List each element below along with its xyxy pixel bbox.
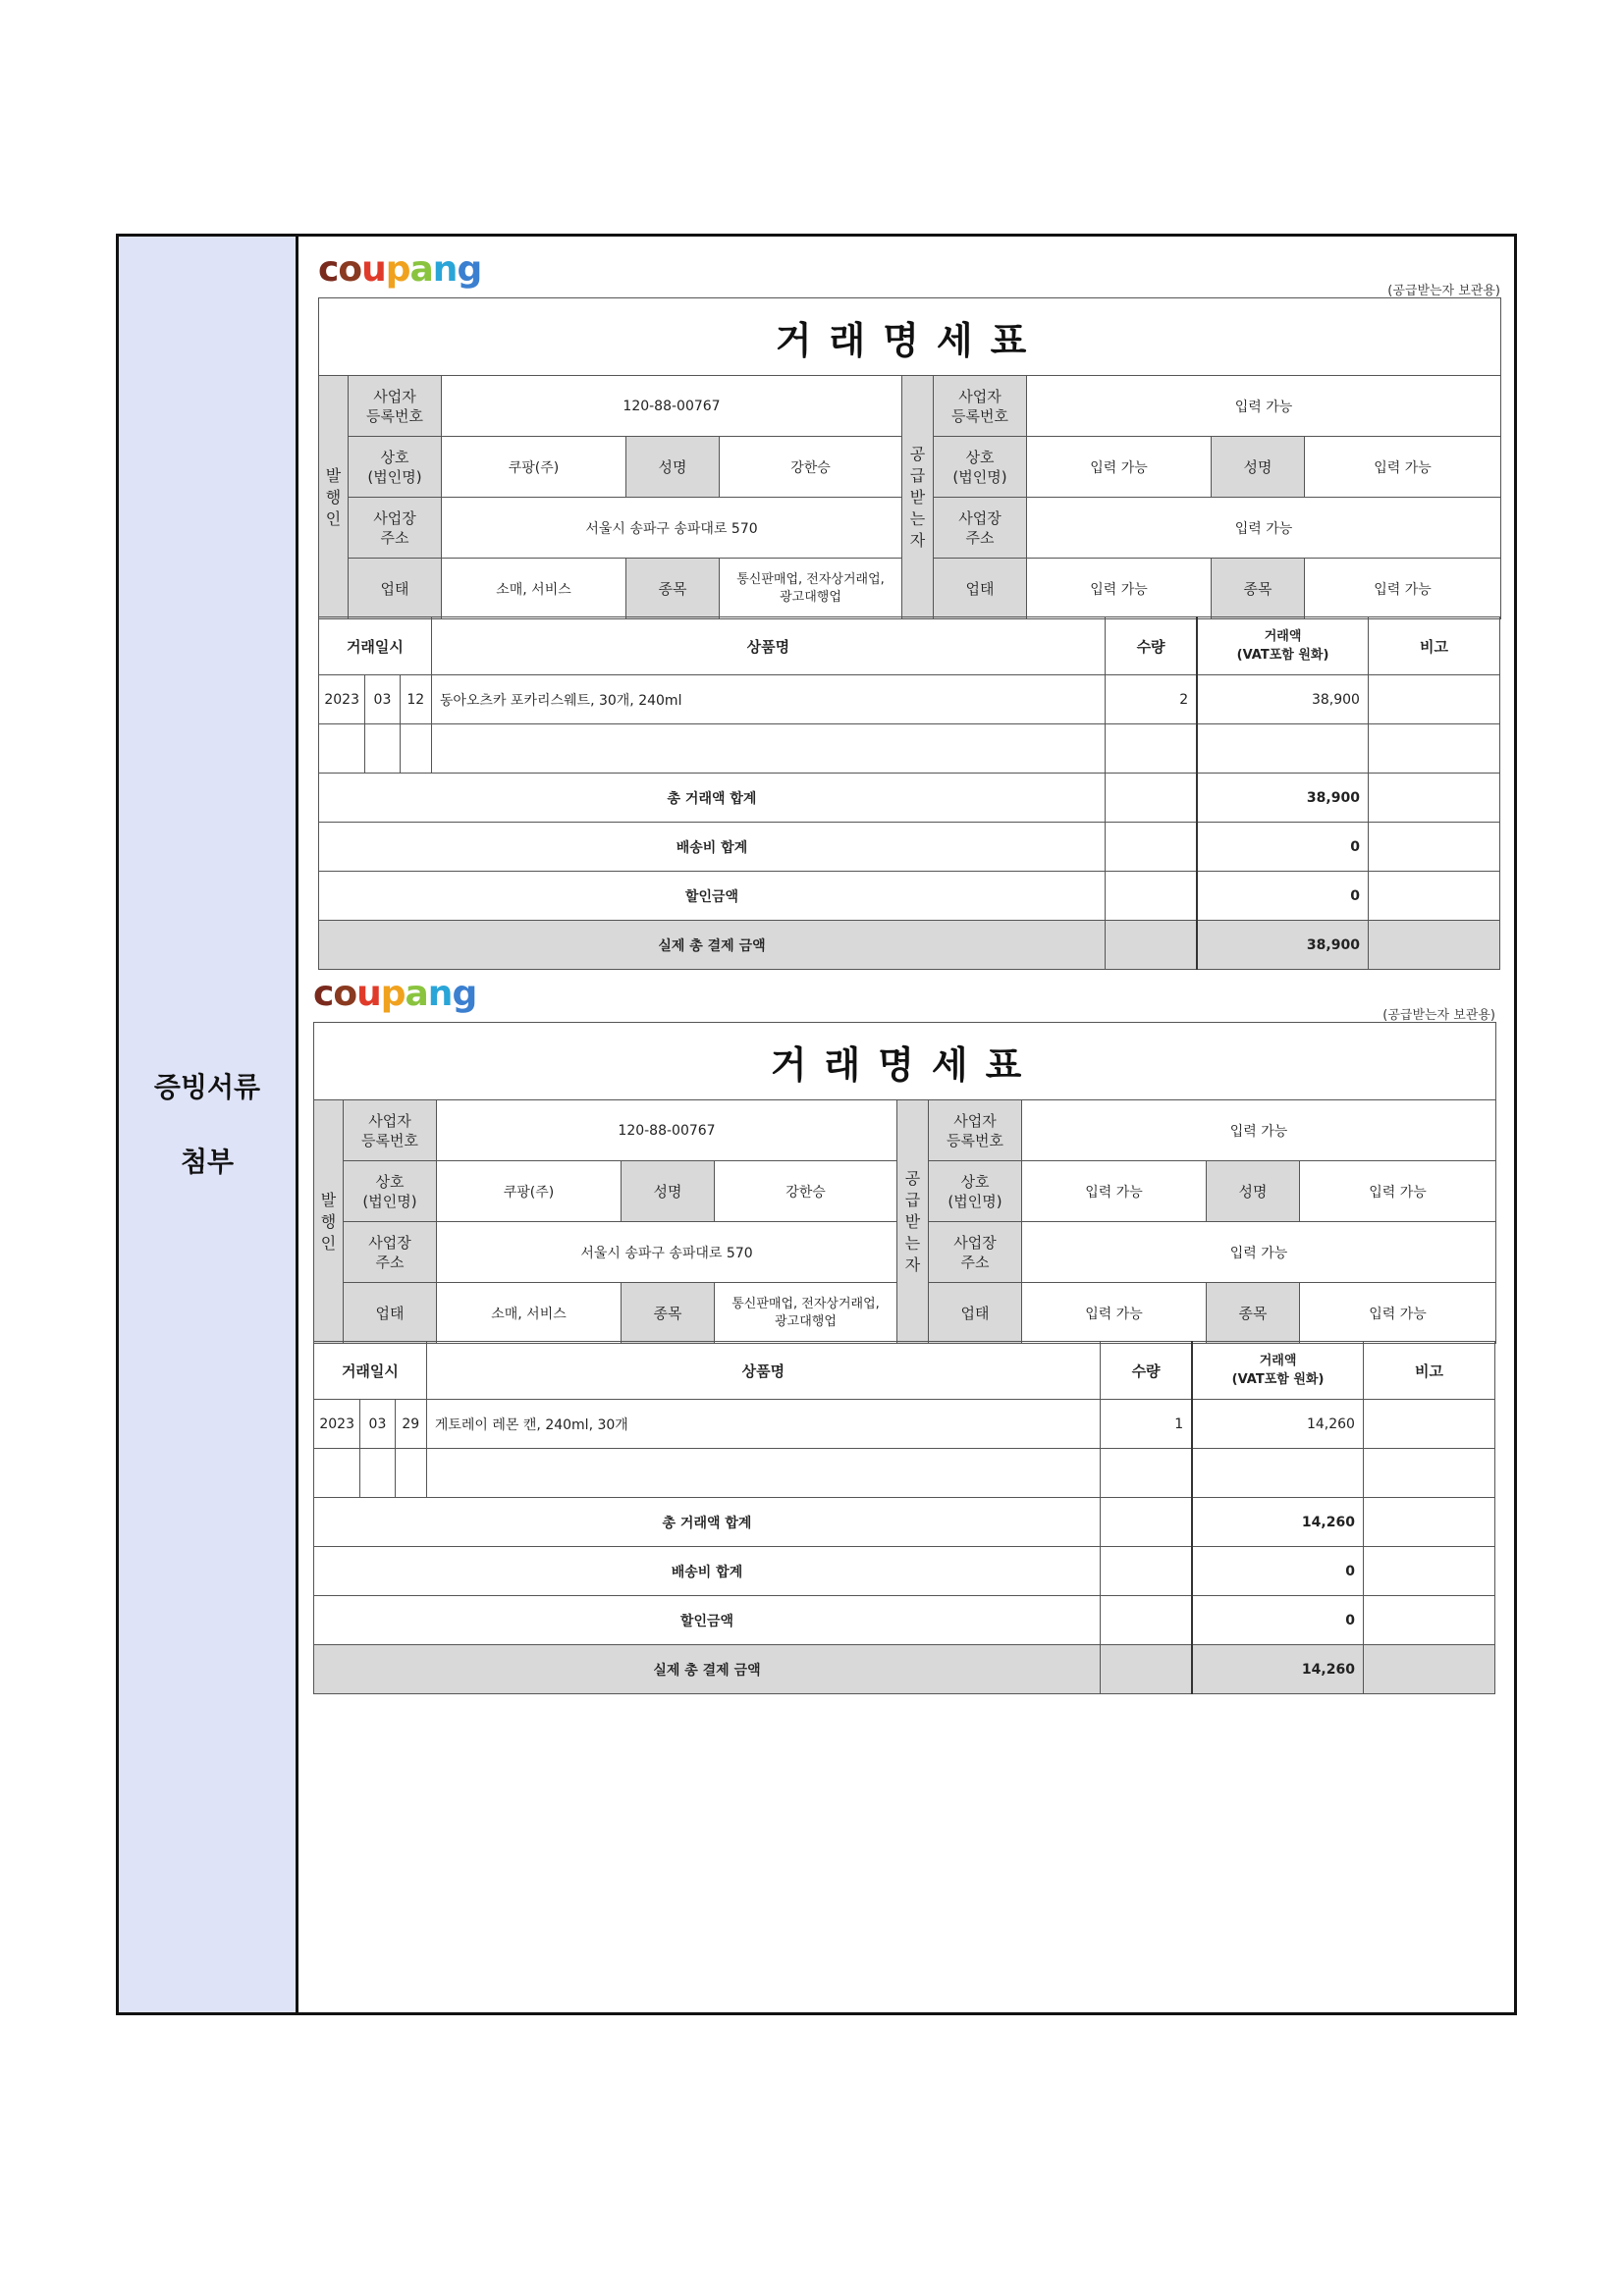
discount-label: 할인금액: [319, 872, 1106, 921]
receiver-vertical-label: 공 급 받 는 자: [897, 1100, 929, 1344]
receiver-address[interactable]: 입력 가능: [1027, 498, 1501, 559]
issuer-vertical-label: 발 행 인: [319, 376, 349, 619]
receiver-business-type[interactable]: 입력 가능: [1022, 1283, 1207, 1344]
col-qty-header: 수량: [1100, 1342, 1192, 1400]
discount-value: 0: [1192, 1596, 1363, 1645]
issuer-name: 강한승: [715, 1161, 897, 1222]
discount-label: 할인금액: [314, 1596, 1101, 1645]
item-month: 03: [365, 675, 400, 724]
issuer-business-item: 통신판매업, 전자상거래업, 광고대행업: [715, 1283, 897, 1344]
total-amount-label: 총 거래액 합계: [319, 774, 1106, 823]
item-amount: 38,900: [1197, 675, 1368, 724]
item-product: 게토레이 레몬 캔, 240ml, 30개: [426, 1400, 1100, 1449]
issuer-name: 강한승: [720, 437, 902, 498]
col-note-header: 비고: [1368, 617, 1499, 675]
shipping-total-value: 0: [1192, 1547, 1363, 1596]
invoice-title: 거래명세표: [319, 298, 1501, 376]
item-year: 2023: [314, 1400, 360, 1449]
receiver-name[interactable]: 입력 가능: [1305, 437, 1501, 498]
shipping-total-value: 0: [1197, 823, 1368, 872]
item-qty: 1: [1100, 1400, 1192, 1449]
invoice-title: 거래명세표: [314, 1023, 1496, 1100]
shipping-total-label: 배송비 합계: [314, 1547, 1101, 1596]
col-product-header: 상품명: [431, 617, 1105, 675]
receiver-reg-no[interactable]: 입력 가능: [1027, 376, 1501, 437]
side-label-line2: 첨부: [180, 1145, 235, 1178]
issuer-company: 쿠팡(주): [437, 1161, 622, 1222]
table-row: [314, 1400, 1495, 1449]
discount-value: 0: [1197, 872, 1368, 921]
invoice-items-table: [313, 1341, 1495, 1694]
receiver-company[interactable]: 입력 가능: [1027, 437, 1212, 498]
col-qty-header: 수량: [1105, 617, 1197, 675]
item-note: [1368, 675, 1499, 724]
receiver-business-item[interactable]: 입력 가능: [1300, 1283, 1496, 1344]
shipping-total-label: 배송비 합계: [319, 823, 1106, 872]
coupang-logo: coupang: [313, 974, 477, 1014]
side-label-line1: 증빙서류: [153, 1070, 261, 1103]
receiver-business-item[interactable]: 입력 가능: [1305, 559, 1501, 619]
item-day: 12: [400, 675, 431, 724]
item-amount: 14,260: [1192, 1400, 1363, 1449]
coupang-logo: coupang: [318, 249, 482, 290]
final-total-label: 실제 총 결제 금액: [319, 921, 1106, 970]
keep-note: (공급받는자 보관용): [1382, 1008, 1495, 1023]
col-date-header: 거래일시: [314, 1342, 427, 1400]
col-amount-header: 거래액 (VAT포함 원화): [1192, 1342, 1363, 1400]
receiver-business-type[interactable]: 입력 가능: [1027, 559, 1212, 619]
col-date-header: 거래일시: [319, 617, 432, 675]
col-note-header: 비고: [1363, 1342, 1494, 1400]
item-day: 29: [395, 1400, 426, 1449]
item-month: 03: [360, 1400, 395, 1449]
issuer-company: 쿠팡(주): [442, 437, 626, 498]
receiver-name[interactable]: 입력 가능: [1300, 1161, 1496, 1222]
receiver-address[interactable]: 입력 가능: [1022, 1222, 1496, 1283]
invoice-header-table: 거래명세표 발 행 인 사업자 등록번호 120-88-00767 공 급 받 는 자 사업자 등록번호 입력 가능 상호 (법인명) 쿠팡(주) 성명 강한승 상호 (법인명) 입력 가능 성명 입력 가능 사업장 주소 서울시 송파구 송파대로 570 사업장 주소 입력 가능 업태 소매, 서비스 종목 통신판매업, 전자상거래업, 광고대행업 업태 입력 가능 종목 입력 가능: [318, 297, 1501, 619]
item-qty: 2: [1105, 675, 1197, 724]
col-product-header: 상품명: [426, 1342, 1100, 1400]
issuer-business-item: 통신판매업, 전자상거래업, 광고대행업: [720, 559, 902, 619]
issuer-business-type: 소매, 서비스: [437, 1283, 622, 1344]
item-year: 2023: [319, 675, 365, 724]
keep-note: (공급받는자 보관용): [1387, 284, 1500, 298]
attachment-area: [298, 237, 1514, 2012]
receiver-reg-no[interactable]: 입력 가능: [1022, 1100, 1496, 1161]
final-total-label: 실제 총 결제 금액: [314, 1645, 1101, 1694]
final-total-value: 14,260: [1192, 1645, 1363, 1694]
issuer-business-type: 소매, 서비스: [442, 559, 626, 619]
final-total-value: 38,900: [1197, 921, 1368, 970]
col-amount-header: 거래액 (VAT포함 원화): [1197, 617, 1368, 675]
total-amount-value: 38,900: [1197, 774, 1368, 823]
issuer-reg-no: 120-88-00767: [437, 1100, 897, 1161]
issuer-address: 서울시 송파구 송파대로 570: [442, 498, 902, 559]
invoice-items-table: [318, 616, 1500, 970]
issuer-reg-no: 120-88-00767: [442, 376, 902, 437]
table-row: [319, 675, 1500, 724]
item-note: [1363, 1400, 1494, 1449]
table-row: [314, 1449, 1495, 1498]
receiver-company[interactable]: 입력 가능: [1022, 1161, 1207, 1222]
side-label-cell: [119, 237, 298, 2012]
total-amount-label: 총 거래액 합계: [314, 1498, 1101, 1547]
table-row: [319, 724, 1500, 774]
issuer-address: 서울시 송파구 송파대로 570: [437, 1222, 897, 1283]
issuer-vertical-label: 발 행 인: [314, 1100, 344, 1344]
evidence-frame: [116, 234, 1517, 2015]
invoice-header-table: 거래명세표 발 행 인 사업자 등록번호 120-88-00767 공 급 받 는 자 사업자 등록번호 입력 가능 상호 (법인명) 쿠팡(주) 성명 강한승 상호 (법인명) 입력 가능 성명 입력 가능 사업장 주소 서울시 송파구 송파대로 570 사업장 주소 입력 가능 업태 소매, 서비스 종목 통신판매업, 전자상거래업, 광고대행업 업태 입력 가능 종목 입력 가능: [313, 1022, 1496, 1344]
receiver-vertical-label: 공 급 받 는 자: [902, 376, 934, 619]
item-product: 동아오츠카 포카리스웨트, 30개, 240ml: [431, 675, 1105, 724]
total-amount-value: 14,260: [1192, 1498, 1363, 1547]
